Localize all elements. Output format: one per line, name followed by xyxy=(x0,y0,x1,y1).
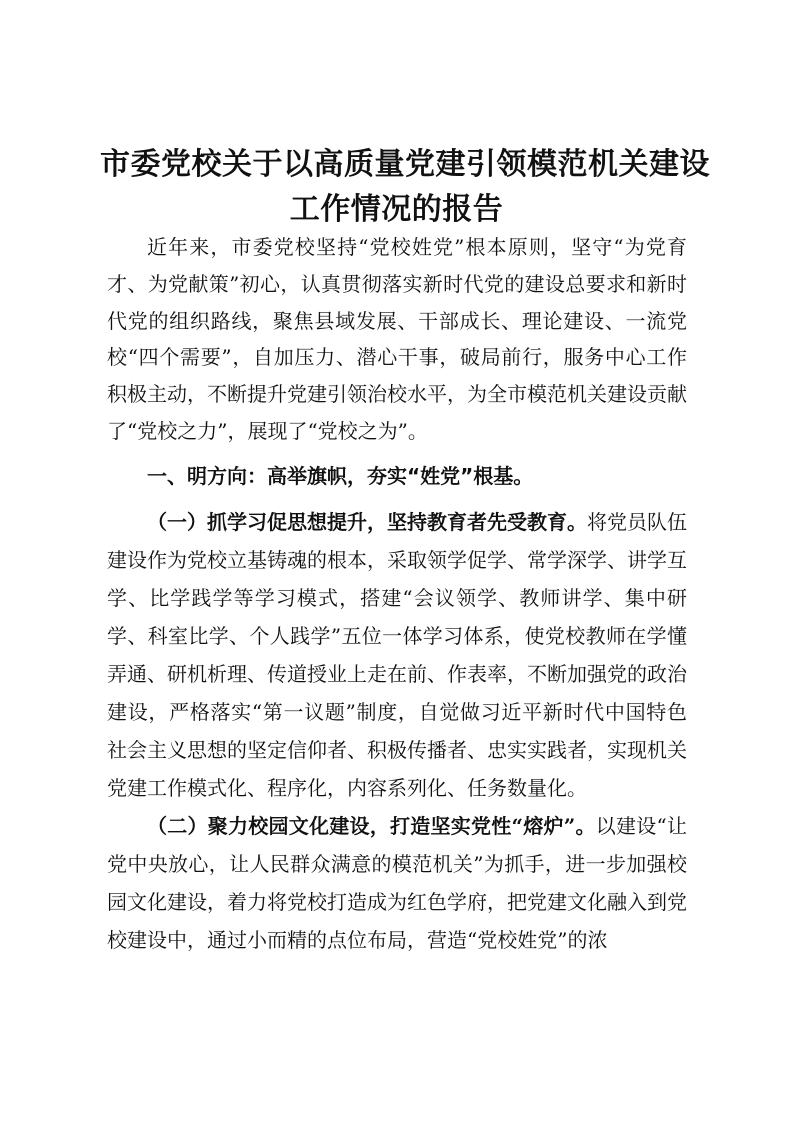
subsection-body-1: 将党员队伍建设作为党校立基铸魂的根本，采取领学促学、常学深学、讲学互学、比学践学等学习模式，搭建“会议领学、教师讲学、集中研学、科室比学、个人践学”五位一体学习体系，使党校教师在学懂弄通、研机析理、传道授业上走在前、作表率，不断加强党的政治建设，严格落实“第一议题”制度，自觉做习近平新时代中国特色社会主义思想的坚定信仰者、积极传播者、忠实实践者，实现机关党建工作模式化、程序化，内容系列化、任务数量化。 xyxy=(107,509,687,800)
section-heading-1: 一、明方向：高举旗帜，夯实“姓党”根基。 xyxy=(147,463,534,488)
subsection-heading-1: （一）抓学习促思想提升，坚持教育者先受教育。 xyxy=(147,509,587,534)
subsection-heading-2: （二）聚力校园文化建设，打造坚实党性“熔炉”。 xyxy=(147,813,596,838)
document-title-line-2: 工作情况的报告 xyxy=(289,192,504,227)
document-title-line-1: 市委党校关于以高质量党建引领模范机关建设 xyxy=(100,147,710,182)
subsection-body-2: 以建设“让党中央放心，让人民群众满意的模范机关”为抓手，进一步加强校园文化建设，着力将党校打造成为红色学府，把党建文化融入到党校建设中，通过小而精的点位布局，营造“党校姓党”的浓 xyxy=(107,813,687,952)
subsection-paragraph-2 xyxy=(107,807,687,959)
intro-paragraph: 近年来，市委党校坚持“党校姓党”根本原则，坚守“为党育才、为党献策”初心，认真贯彻落实新时代党的建设总要求和新时代党的组织路线，聚焦县域发展、干部成长、理论建设、一流党校“四个需要”，自加压力、潜心干事，破局前行，服务中心工作积极主动，不断提升党建引领治校水平，为全市模范机关建设贡献了“党校之力”，展现了“党校之为”。 xyxy=(107,235,687,443)
subsection-paragraph-1 xyxy=(107,503,687,807)
document-body xyxy=(107,229,687,959)
